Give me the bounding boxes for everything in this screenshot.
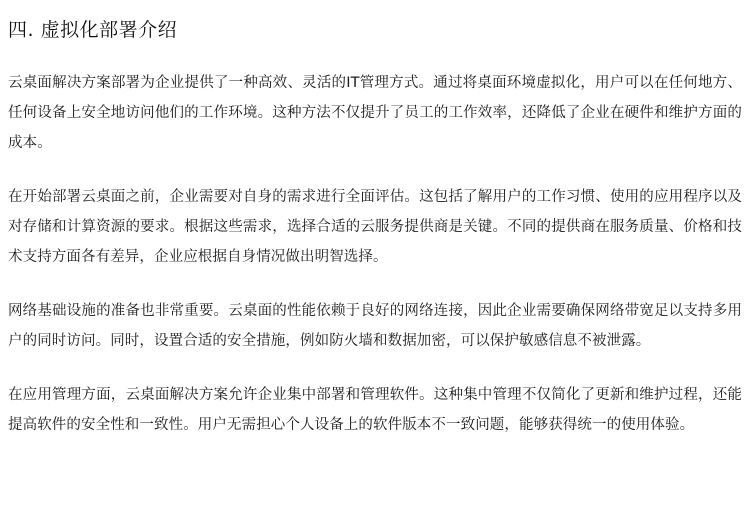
paragraph-app-management: 在应用管理方面，云桌面解决方案允许企业集中部署和管理软件。这种集中管理不仅简化了更新和维护过程，还能提高软件的安全性和一致性。用户无需担心个人设备上的软件版本不一致问题，能够获得统一的使用体验。 — [8, 387, 742, 433]
section-title: 四. 虚拟化部署介绍 — [8, 19, 178, 41]
paragraph-assessment: 在开始部署云桌面之前，企业需要对自身的需求进行全面评估。这包括了解用户的工作习惯、使用的应用程序以及对存储和计算资源的要求。根据这些需求，选择合适的云服务提供商是关键。不同的提供商在服务质量、价格和技术支持方面各有差异，企业应根据自身情况做出明智选择。 — [8, 189, 742, 265]
paragraph-overview: 云桌面解决方案部署为企业提供了一种高效、灵活的IT管理方式。通过将桌面环境虚拟化，用户可以在任何地方、任何设备上安全地访问他们的工作环境。这种方法不仅提升了员工的工作效率，还降低了企业在硬件和维护方面的成本。 — [8, 75, 742, 151]
paragraph-network: 网络基础设施的准备也非常重要。云桌面的性能依赖于良好的网络连接，因此企业需要确保网络带宽足以支持多用户的同时访问。同时，设置合适的安全措施，例如防火墙和数据加密，可以保护敏感信息不被泄露。 — [8, 303, 742, 349]
